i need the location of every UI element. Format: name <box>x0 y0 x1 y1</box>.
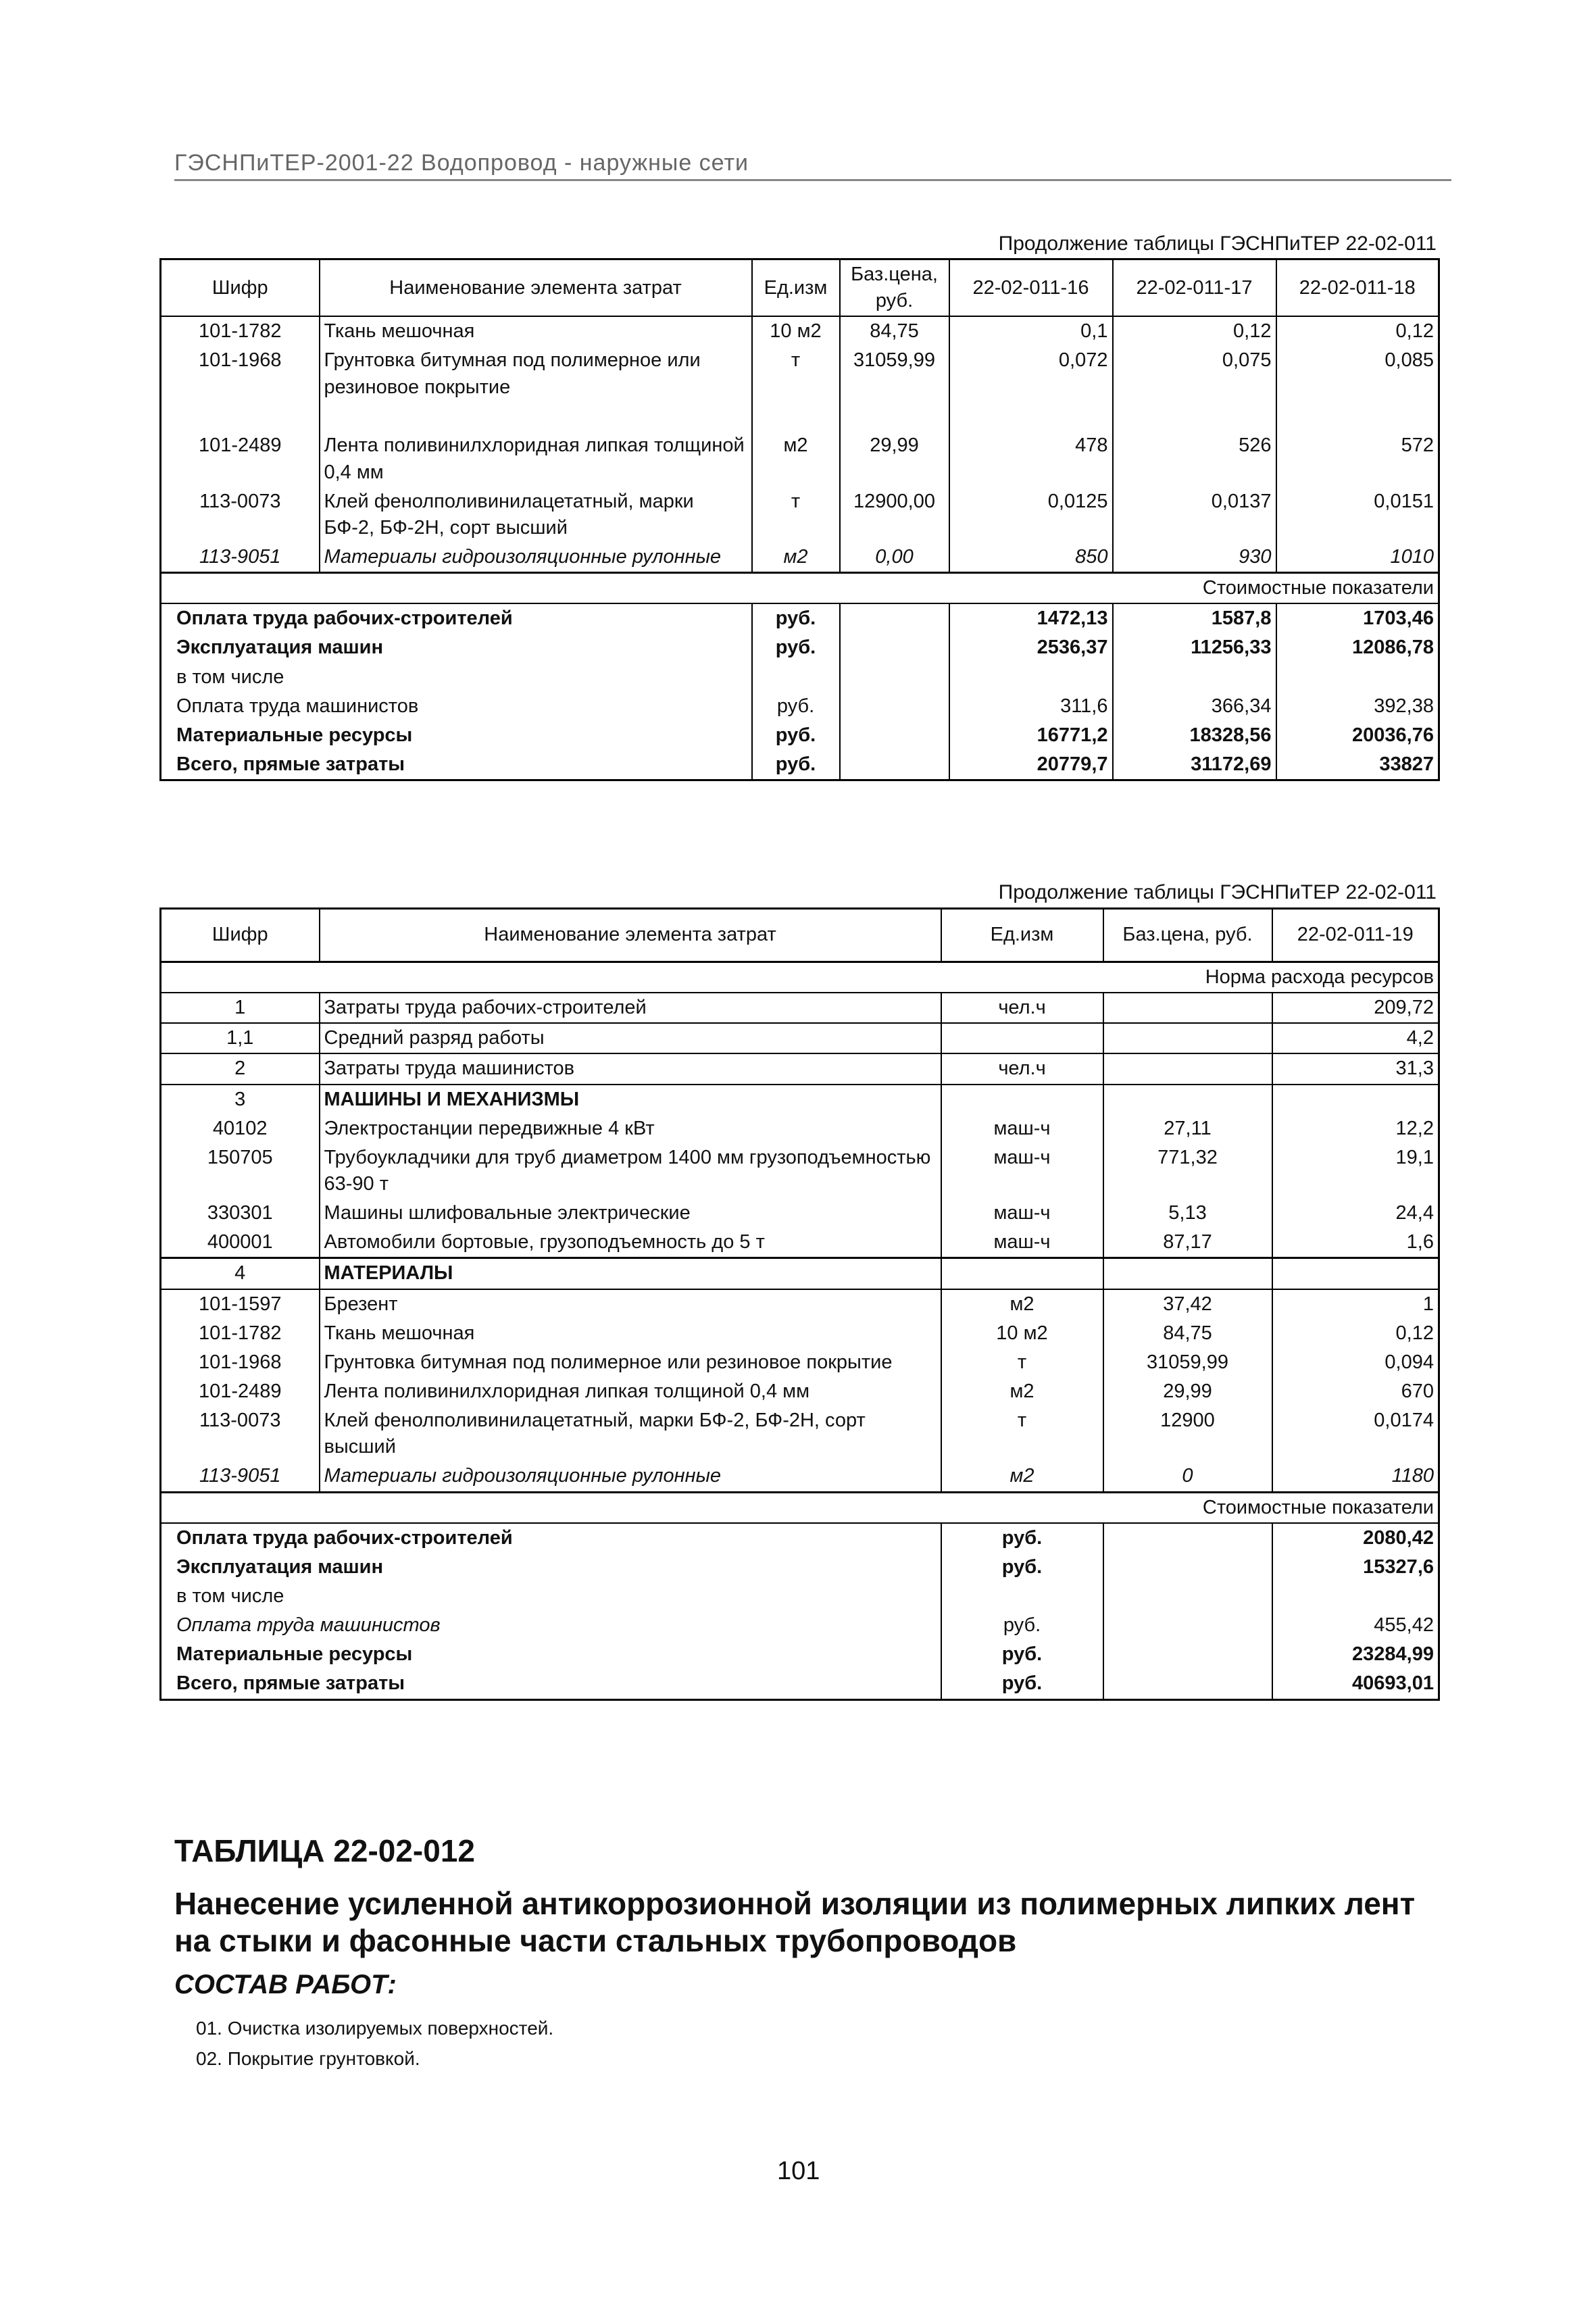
summary-value: 15327,6 <box>1272 1553 1439 1582</box>
works-list <box>196 2014 553 2074</box>
work-item: 02. Покрытие грунтовкой. <box>196 2047 420 2069</box>
cell-value: 12,2 <box>1272 1114 1439 1143</box>
cell-code: 101-1782 <box>161 316 320 346</box>
cell-value: 31,3 <box>1272 1053 1439 1084</box>
summary-value: 18328,56 <box>1113 721 1276 750</box>
summary-value <box>1272 1582 1439 1611</box>
cell-name: Клей фенолполивинилацетатный, марки БФ-2, БФ-2Н, сорт высший <box>320 1406 941 1462</box>
summary-unit <box>752 663 840 692</box>
cell-value: 0,075 <box>1113 346 1276 431</box>
summary-unit: руб. <box>752 721 840 750</box>
cell-value: 478 <box>949 431 1113 487</box>
table-row <box>161 1348 1439 1377</box>
summary-value: 11256,33 <box>1113 633 1276 662</box>
cell-value: 0,12 <box>1113 316 1276 346</box>
cell-unit: м2 <box>941 1462 1103 1492</box>
cell-name: Брезент <box>320 1289 941 1319</box>
summary-unit: руб. <box>752 692 840 721</box>
table1-cost-indicators-label: Стоимостные показатели <box>161 573 1439 604</box>
summary-unit <box>941 1582 1103 1611</box>
summary-value: 16771,2 <box>949 721 1113 750</box>
cell-price: 87,17 <box>1103 1228 1272 1258</box>
cell-code: 4 <box>161 1258 320 1289</box>
cell-unit: т <box>941 1406 1103 1462</box>
cell-value: 850 <box>949 543 1113 573</box>
cell-name: Трубоукладчики для труб диаметром 1400 мм грузоподъемностью 63-90 т <box>320 1143 941 1199</box>
cell-unit: м2 <box>941 1289 1103 1319</box>
cell-name: Средний разряд работы <box>320 1023 941 1053</box>
summary-row <box>161 603 1439 633</box>
summary-label: Оплата труда машинистов <box>161 692 752 721</box>
cell-value: 19,1 <box>1272 1143 1439 1199</box>
cell-code: 2 <box>161 1053 320 1084</box>
cell-code: 101-1597 <box>161 1289 320 1319</box>
table-row <box>161 1319 1439 1348</box>
cell-price <box>1103 1258 1272 1289</box>
summary-label: Оплата труда рабочих-строителей <box>161 603 752 633</box>
cell-price: 31059,99 <box>1103 1348 1272 1377</box>
cell-name: МАТЕРИАЛЫ <box>320 1258 941 1289</box>
col-header-unit: Ед.изм <box>752 259 840 317</box>
cell-code: 113-0073 <box>161 487 320 543</box>
running-header: ГЭСНПиТЕР-2001-22 Водопровод - наружные сети <box>174 150 1451 181</box>
cell-price: 29,99 <box>840 431 949 487</box>
summary-value: 20779,7 <box>949 750 1113 780</box>
cell-name: Электростанции передвижные 4 кВт <box>320 1114 941 1143</box>
cell-code: 113-9051 <box>161 1462 320 1492</box>
summary-unit: руб. <box>941 1553 1103 1582</box>
cell-price: 0 <box>1103 1462 1272 1492</box>
summary-value: 455,42 <box>1272 1611 1439 1640</box>
summary-row <box>161 692 1439 721</box>
cell-value: 209,72 <box>1272 993 1439 1023</box>
cell-price: 31059,99 <box>840 346 949 431</box>
summary-label: Оплата труда рабочих-строителей <box>161 1523 941 1553</box>
section-heading-row <box>161 1258 1439 1289</box>
cell-unit: 10 м2 <box>941 1319 1103 1348</box>
summary-value <box>1113 663 1276 692</box>
cell-price: 84,75 <box>1103 1319 1272 1348</box>
table-row <box>161 1114 1439 1143</box>
table-row <box>161 1199 1439 1228</box>
cell-unit <box>941 1023 1103 1053</box>
table-row <box>161 1053 1439 1084</box>
table-row <box>161 1377 1439 1406</box>
cell-value <box>1272 1085 1439 1114</box>
summary-empty <box>1103 1640 1272 1669</box>
table1-summary-rows <box>161 603 1439 780</box>
table-row <box>161 1406 1439 1462</box>
table-subtitle: Нанесение усиленной антикоррозионной изоляции из полимерных липких лент на стыки и фасонные части стальных трубопроводов <box>174 1886 1416 1959</box>
summary-empty <box>840 721 949 750</box>
summary-value: 392,38 <box>1276 692 1439 721</box>
cell-unit: м2 <box>752 431 840 487</box>
summary-row <box>161 1523 1439 1553</box>
summary-empty <box>840 692 949 721</box>
col-header-norm-16: 22-02-011-16 <box>949 259 1113 317</box>
summary-empty <box>1103 1669 1272 1699</box>
summary-unit: руб. <box>752 750 840 780</box>
cell-code: 101-1968 <box>161 1348 320 1377</box>
col-header-name: Наименование элемента затрат <box>320 909 941 962</box>
summary-unit: руб. <box>941 1640 1103 1669</box>
cell-code: 113-0073 <box>161 1406 320 1462</box>
summary-row <box>161 1640 1439 1669</box>
table-row <box>161 543 1439 573</box>
summary-value: 40693,01 <box>1272 1669 1439 1699</box>
cell-price <box>1103 1023 1272 1053</box>
cell-code: 101-1782 <box>161 1319 320 1348</box>
cell-unit: чел.ч <box>941 993 1103 1023</box>
cell-price: 0,00 <box>840 543 949 573</box>
cell-unit: маш-ч <box>941 1114 1103 1143</box>
summary-value: 33827 <box>1276 750 1439 780</box>
cell-name: Затраты труда рабочих-строителей <box>320 993 941 1023</box>
cell-price: 29,99 <box>1103 1377 1272 1406</box>
summary-unit: руб. <box>941 1523 1103 1553</box>
cell-code: 400001 <box>161 1228 320 1258</box>
table2-header-row <box>161 909 1439 962</box>
table2-continuation-caption: Продолжение таблицы ГЭСНПиТЕР 22-02-011 <box>998 881 1437 903</box>
summary-label: в том числе <box>161 663 752 692</box>
summary-label: Эксплуатация машин <box>161 633 752 662</box>
table2-resource-rows <box>161 993 1439 1492</box>
cell-price: 12900,00 <box>840 487 949 543</box>
table-row <box>161 1023 1439 1053</box>
table1-header-row <box>161 259 1439 317</box>
summary-empty <box>1103 1553 1272 1582</box>
summary-value: 2536,37 <box>949 633 1113 662</box>
cell-price: 12900 <box>1103 1406 1272 1462</box>
cell-name: Затраты труда машинистов <box>320 1053 941 1084</box>
cell-value: 24,4 <box>1272 1199 1439 1228</box>
cell-code: 101-1968 <box>161 346 320 431</box>
cell-unit: м2 <box>941 1377 1103 1406</box>
summary-row <box>161 1611 1439 1640</box>
resource-table-2 <box>159 907 1440 1701</box>
table-row <box>161 487 1439 543</box>
cell-name: Лента поливинилхлоридная липкая толщиной 0,4 мм <box>320 1377 941 1406</box>
summary-unit: руб. <box>941 1669 1103 1699</box>
table-row <box>161 1228 1439 1258</box>
cell-value: 0,12 <box>1272 1319 1439 1348</box>
summary-unit: руб. <box>752 633 840 662</box>
cell-value <box>1272 1258 1439 1289</box>
cell-value: 0,1 <box>949 316 1113 346</box>
cell-name: Лента поливинилхлоридная липкая толщиной 0,4 мм <box>320 431 752 487</box>
table-row <box>161 1143 1439 1199</box>
table2-summary-rows <box>161 1523 1439 1699</box>
summary-row <box>161 721 1439 750</box>
summary-empty <box>840 750 949 780</box>
summary-value: 311,6 <box>949 692 1113 721</box>
cell-unit: 10 м2 <box>752 316 840 346</box>
cell-price <box>1103 993 1272 1023</box>
cell-code: 330301 <box>161 1199 320 1228</box>
summary-unit: руб. <box>941 1611 1103 1640</box>
summary-empty <box>840 603 949 633</box>
cell-code: 101-2489 <box>161 431 320 487</box>
summary-value <box>949 663 1113 692</box>
cell-code: 1,1 <box>161 1023 320 1053</box>
summary-row <box>161 633 1439 662</box>
cell-price <box>1103 1053 1272 1084</box>
cell-value: 4,2 <box>1272 1023 1439 1053</box>
summary-empty <box>1103 1582 1272 1611</box>
summary-label: Всего, прямые затраты <box>161 750 752 780</box>
cell-unit: маш-ч <box>941 1143 1103 1199</box>
cell-unit: т <box>941 1348 1103 1377</box>
table1-continuation-caption: Продолжение таблицы ГЭСНПиТЕР 22-02-011 <box>998 232 1437 255</box>
summary-label: в том числе <box>161 1582 941 1611</box>
cell-unit <box>941 1258 1103 1289</box>
summary-label: Эксплуатация машин <box>161 1553 941 1582</box>
table-row <box>161 431 1439 487</box>
cell-value: 0,0174 <box>1272 1406 1439 1462</box>
table-title: ТАБЛИЦА 22-02-012 <box>174 1833 475 1868</box>
cell-value: 1 <box>1272 1289 1439 1319</box>
col-header-code: Шифр <box>161 259 320 317</box>
resource-table-1 <box>159 258 1440 781</box>
cell-value: 526 <box>1113 431 1276 487</box>
cell-code: 1 <box>161 993 320 1023</box>
table2-norm-row <box>161 962 1439 993</box>
cell-unit <box>941 1085 1103 1114</box>
cell-name: Материалы гидроизоляционные рулонные <box>320 1462 941 1492</box>
summary-unit: руб. <box>752 603 840 633</box>
table1-section-row <box>161 573 1439 604</box>
cell-price: 84,75 <box>840 316 949 346</box>
summary-value: 31172,69 <box>1113 750 1276 780</box>
cell-value: 0,0137 <box>1113 487 1276 543</box>
summary-row <box>161 1553 1439 1582</box>
cell-unit: т <box>752 346 840 431</box>
cell-code: 113-9051 <box>161 543 320 573</box>
summary-empty <box>1103 1523 1272 1553</box>
cell-code: 3 <box>161 1085 320 1114</box>
cell-value: 0,094 <box>1272 1348 1439 1377</box>
cell-value: 1010 <box>1276 543 1439 573</box>
summary-value <box>1276 663 1439 692</box>
cell-name: Материалы гидроизоляционные рулонные <box>320 543 752 573</box>
col-header-norm-17: 22-02-011-17 <box>1113 259 1276 317</box>
summary-label: Оплата труда машинистов <box>161 1611 941 1640</box>
cell-code: 101-2489 <box>161 1377 320 1406</box>
cell-value: 1,6 <box>1272 1228 1439 1258</box>
cell-value: 0,12 <box>1276 316 1439 346</box>
summary-value: 23284,99 <box>1272 1640 1439 1669</box>
summary-value: 12086,78 <box>1276 633 1439 662</box>
cell-name: Машины шлифовальные электрические <box>320 1199 941 1228</box>
table-row <box>161 1289 1439 1319</box>
cell-price: 771,32 <box>1103 1143 1272 1199</box>
table2-cost-indicators-label: Стоимостные показатели <box>161 1492 1439 1523</box>
summary-value: 1703,46 <box>1276 603 1439 633</box>
cell-value: 0,085 <box>1276 346 1439 431</box>
summary-value: 1472,13 <box>949 603 1113 633</box>
summary-value: 2080,42 <box>1272 1523 1439 1553</box>
summary-empty <box>840 663 949 692</box>
cell-unit: маш-ч <box>941 1199 1103 1228</box>
page-number: 101 <box>777 2157 820 2185</box>
table-row <box>161 1462 1439 1492</box>
cell-value: 930 <box>1113 543 1276 573</box>
summary-empty <box>840 633 949 662</box>
summary-label: Материальные ресурсы <box>161 1640 941 1669</box>
cell-name: Ткань мешочная <box>320 1319 941 1348</box>
cell-value: 670 <box>1272 1377 1439 1406</box>
cell-price: 5,13 <box>1103 1199 1272 1228</box>
summary-label: Всего, прямые затраты <box>161 1669 941 1699</box>
table1-resource-rows <box>161 316 1439 572</box>
cell-price: 37,42 <box>1103 1289 1272 1319</box>
col-header-price: Баз.цена, руб. <box>1103 909 1272 962</box>
summary-row <box>161 1582 1439 1611</box>
cell-price: 27,11 <box>1103 1114 1272 1143</box>
cell-value: 1180 <box>1272 1462 1439 1492</box>
summary-value: 366,34 <box>1113 692 1276 721</box>
summary-row <box>161 750 1439 780</box>
cell-name: МАШИНЫ И МЕХАНИЗМЫ <box>320 1085 941 1114</box>
cell-unit: т <box>752 487 840 543</box>
cell-code: 150705 <box>161 1143 320 1199</box>
cell-code: 40102 <box>161 1114 320 1143</box>
col-header-name: Наименование элемента затрат <box>320 259 752 317</box>
summary-value: 1587,8 <box>1113 603 1276 633</box>
cell-name: Ткань мешочная <box>320 316 752 346</box>
table-row <box>161 993 1439 1023</box>
summary-empty <box>1103 1611 1272 1640</box>
table-row <box>161 316 1439 346</box>
col-header-unit: Ед.изм <box>941 909 1103 962</box>
cell-name: Грунтовка битумная под полимерное или резиновое покрытие <box>320 1348 941 1377</box>
section-heading-row <box>161 1085 1439 1114</box>
cell-name: Автомобили бортовые, грузоподъемность до 5 т <box>320 1228 941 1258</box>
cell-value: 572 <box>1276 431 1439 487</box>
table2-section-row <box>161 1492 1439 1523</box>
cell-name: Грунтовка битумная под полимерное или резиновое покрытие <box>320 346 752 431</box>
cell-unit: маш-ч <box>941 1228 1103 1258</box>
col-header-price: Баз.цена, руб. <box>840 259 949 317</box>
table2-norm-label: Норма расхода ресурсов <box>161 962 1439 993</box>
cell-name: Клей фенолполивинилацетатный, марки БФ-2, БФ-2Н, сорт высший <box>320 487 752 543</box>
cell-value: 0,0151 <box>1276 487 1439 543</box>
col-header-code: Шифр <box>161 909 320 962</box>
summary-row <box>161 663 1439 692</box>
summary-label: Материальные ресурсы <box>161 721 752 750</box>
work-item: 01. Очистка изолируемых поверхностей. <box>196 2018 554 2039</box>
table-row <box>161 346 1439 431</box>
cell-value: 0,0125 <box>949 487 1113 543</box>
cell-unit: м2 <box>752 543 840 573</box>
summary-row <box>161 1669 1439 1699</box>
cell-value: 0,072 <box>949 346 1113 431</box>
cell-price <box>1103 1085 1272 1114</box>
summary-value: 20036,76 <box>1276 721 1439 750</box>
col-header-norm-18: 22-02-011-18 <box>1276 259 1439 317</box>
composition-label: СОСТАВ РАБОТ: <box>174 1970 397 1999</box>
col-header-norm-19: 22-02-011-19 <box>1272 909 1439 962</box>
cell-unit: чел.ч <box>941 1053 1103 1084</box>
